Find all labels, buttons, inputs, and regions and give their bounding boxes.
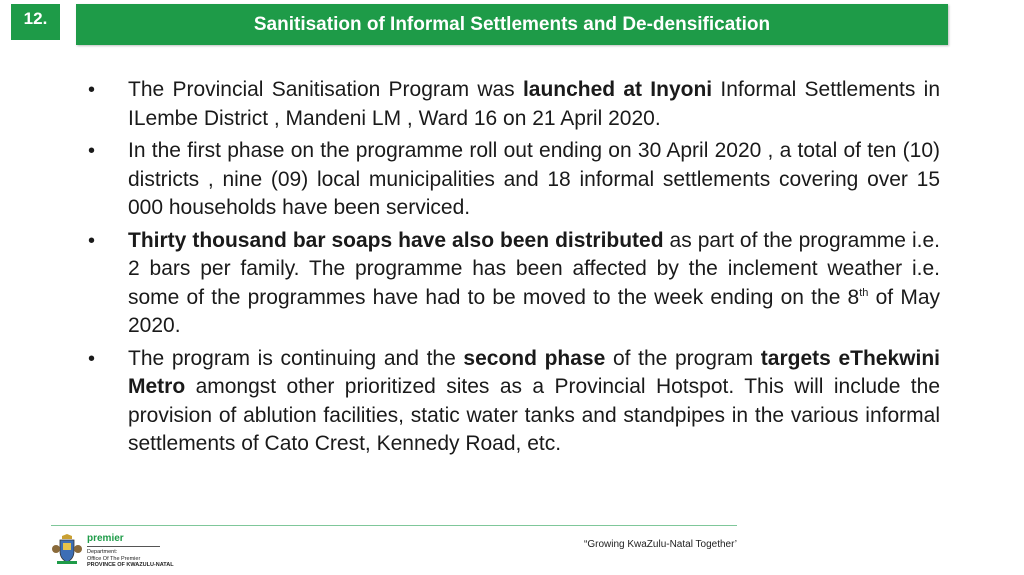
bullet-icon: •	[88, 347, 96, 370]
bullet-text: as part of the programme i.e. 2 bars per family. The programme has been affected by the inclement weather i.e. some of the programmes have had to be moved to the week ending on the 8	[128, 228, 940, 309]
page-title-text: Sanitisation of Informal Settlements and De-densification	[253, 13, 771, 35]
bullet-bold-text: targets eThekwini Metro	[128, 346, 940, 398]
brand-name: premier	[87, 533, 124, 544]
page-title	[76, 4, 948, 45]
bullet-item-4	[88, 345, 940, 459]
footer-divider	[51, 525, 737, 526]
slide-number: 12.	[11, 4, 60, 40]
bullet-text: of May 2020.	[128, 285, 940, 337]
bullet-text: amongst other prioritized sites as a Provincial Hotspot. This will include the provision of ablution facilities, static water tanks and standpipes in the various informal settlements of Cato Crest, Kennedy Road, etc.	[128, 375, 940, 455]
bullet-list	[88, 76, 940, 463]
footer-tagline: “Growing KwaZulu-Natal Together’	[584, 539, 738, 550]
brand-line: PROVINCE OF KWAZULU-NATAL	[87, 562, 174, 568]
bullet-text: In the first phase on the programme roll out ending on 30 April 2020 , a total of ten (10) districts , nine (09) local municipalities and 18 informal settlements covering over 15 000 households have been serviced.	[128, 139, 940, 219]
brand-line: Office Of The Premier	[87, 555, 141, 562]
bullet-bold-text: second phase	[463, 346, 606, 370]
bullet-text: Informal Settlements in ILembe District , Mandeni LM , Ward 16 on 21 April 2020.	[128, 78, 940, 130]
bullet-item-1	[88, 76, 940, 133]
premier-logo	[87, 533, 197, 569]
brand-rule	[87, 546, 160, 547]
bullet-bold-text: launched at Inyoni	[522, 78, 713, 101]
bullet-icon: •	[88, 229, 96, 252]
bullet-icon: •	[88, 79, 96, 101]
bullet-item-3	[88, 227, 940, 341]
brand-line: Department:	[87, 549, 118, 555]
bullet-icon: •	[88, 140, 96, 162]
bullet-text: The Provincial Sanitisation Program was	[128, 78, 523, 101]
ordinal-superscript: th	[859, 286, 869, 299]
bullet-item-2	[88, 137, 940, 223]
bullet-text: The program is continuing and the	[128, 346, 464, 370]
bullet-bold-text: Thirty thousand bar soaps have also been distributed	[128, 228, 664, 252]
bullet-text: of the program	[605, 346, 761, 370]
coat-of-arms-icon	[51, 533, 83, 565]
